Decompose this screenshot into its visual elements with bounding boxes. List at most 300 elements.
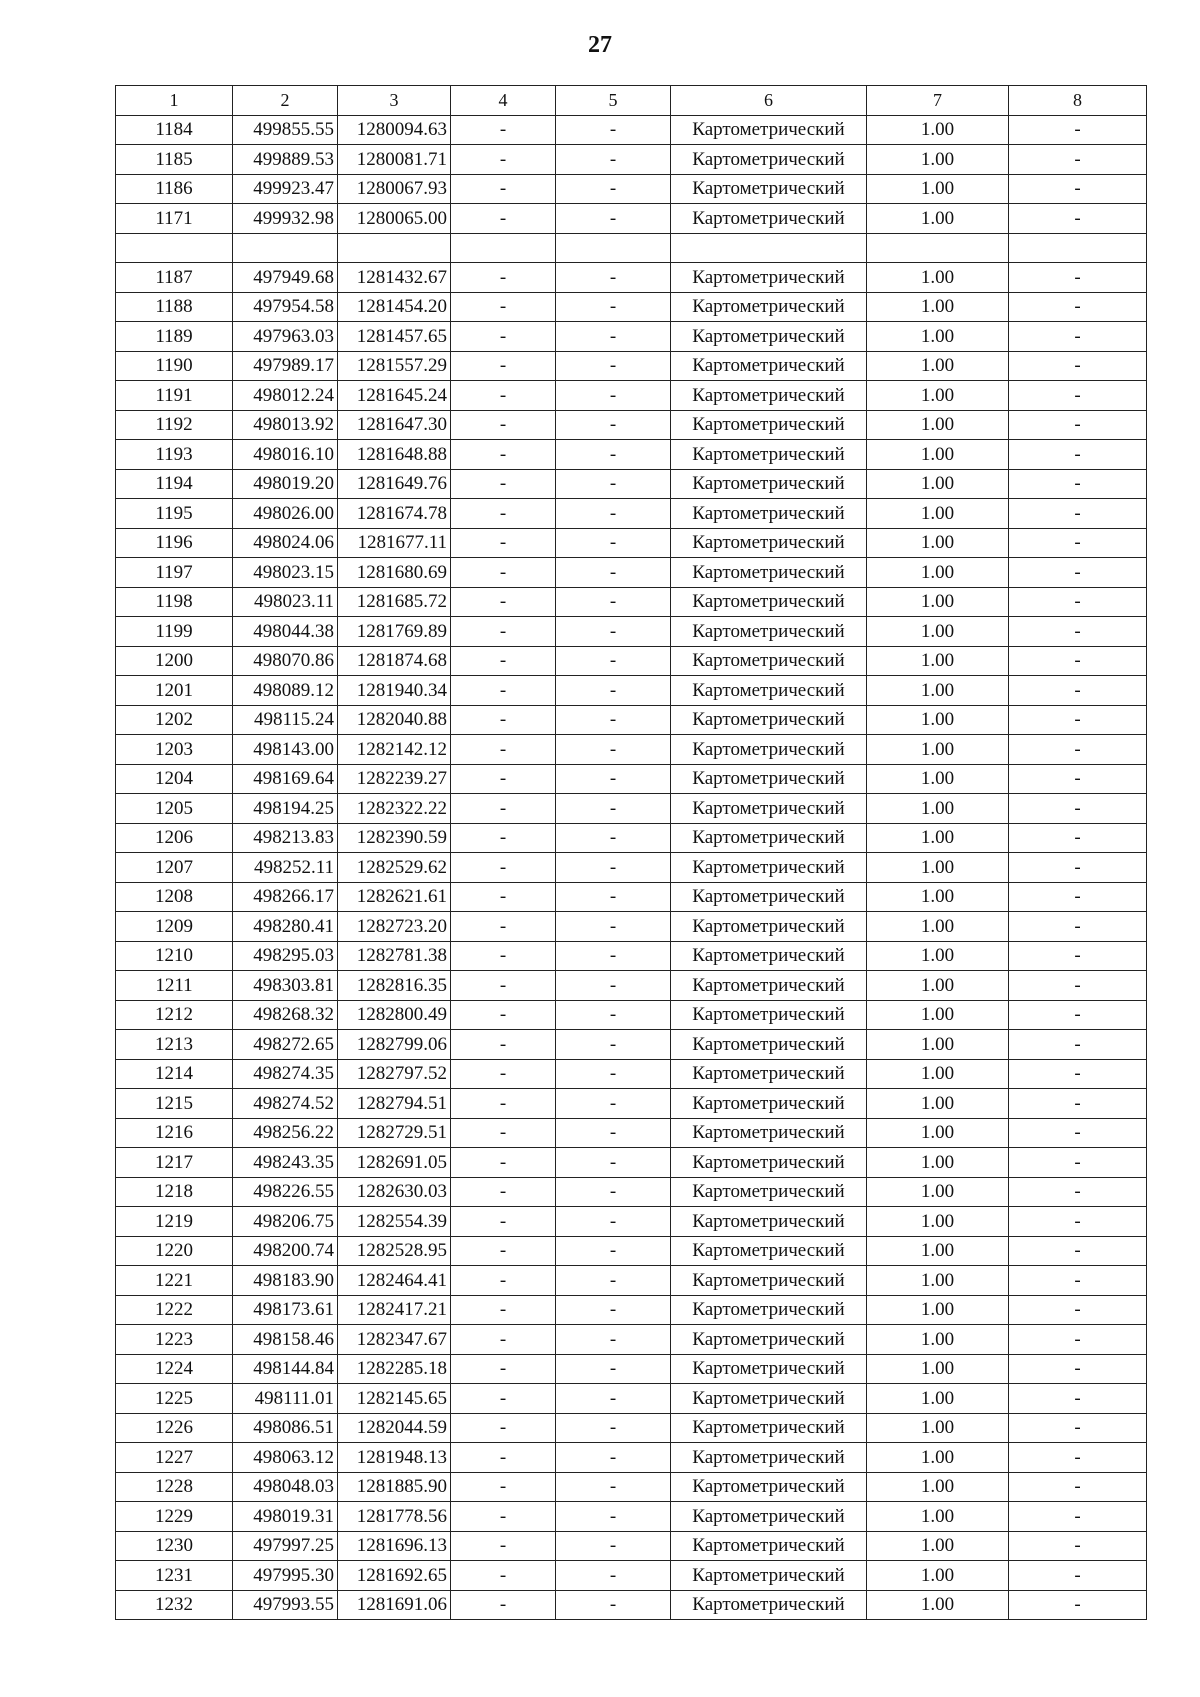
cell-method: Картометрический bbox=[671, 617, 867, 647]
cell-method: Картометрический bbox=[671, 587, 867, 617]
cell-col-5: - bbox=[556, 1059, 671, 1089]
cell-method: Картометрический bbox=[671, 705, 867, 735]
table-header-row bbox=[116, 86, 1147, 116]
cell-coordinate-x: 497989.17 bbox=[233, 351, 338, 381]
cell-point-number: 1171 bbox=[116, 204, 233, 234]
cell-coordinate-x: 498016.10 bbox=[233, 440, 338, 470]
cell-coordinate-y: 1282794.51 bbox=[338, 1089, 451, 1119]
cell-col-4: - bbox=[451, 1118, 556, 1148]
cell-coordinate-x: 498019.20 bbox=[233, 469, 338, 499]
cell-coordinate-y: 1282800.49 bbox=[338, 1000, 451, 1030]
cell-col-4: - bbox=[451, 558, 556, 588]
table-row bbox=[116, 322, 1147, 352]
cell-coordinate-y: 1282464.41 bbox=[338, 1266, 451, 1296]
cell-col-4: - bbox=[451, 1472, 556, 1502]
column-header: 1 bbox=[116, 86, 233, 116]
cell-accuracy: 1.00 bbox=[867, 499, 1009, 529]
table-row bbox=[116, 1059, 1147, 1089]
cell-col-5: - bbox=[556, 705, 671, 735]
cell-coordinate-y: 1282390.59 bbox=[338, 823, 451, 853]
cell-coordinate-y: 1281557.29 bbox=[338, 351, 451, 381]
cell-col-8: - bbox=[1009, 1354, 1147, 1384]
cell-point-number: 1191 bbox=[116, 381, 233, 411]
cell-col-8: - bbox=[1009, 735, 1147, 765]
cell-col-4: - bbox=[451, 322, 556, 352]
cell-method: Картометрический bbox=[671, 646, 867, 676]
cell-col-4: - bbox=[451, 499, 556, 529]
table-row bbox=[116, 233, 1147, 263]
cell-method: Картометрический bbox=[671, 1590, 867, 1620]
table-row bbox=[116, 174, 1147, 204]
cell-col-8: - bbox=[1009, 499, 1147, 529]
cell-coordinate-x: 498169.64 bbox=[233, 764, 338, 794]
column-header: 7 bbox=[867, 86, 1009, 116]
cell-col-5: - bbox=[556, 1236, 671, 1266]
cell-point-number: 1190 bbox=[116, 351, 233, 381]
cell-coordinate-x: 498256.22 bbox=[233, 1118, 338, 1148]
cell-coordinate-x: 499932.98 bbox=[233, 204, 338, 234]
cell-col-8: - bbox=[1009, 1443, 1147, 1473]
cell-coordinate-y: 1282816.35 bbox=[338, 971, 451, 1001]
cell-col-8: - bbox=[1009, 263, 1147, 293]
cell-col-5: - bbox=[556, 1030, 671, 1060]
cell-col-5: - bbox=[556, 1325, 671, 1355]
cell-col-5: - bbox=[556, 263, 671, 293]
cell-coordinate-y: 1281778.56 bbox=[338, 1502, 451, 1532]
cell-method: Картометрический bbox=[671, 1325, 867, 1355]
cell-method: Картометрический bbox=[671, 1443, 867, 1473]
cell-coordinate-x: 498274.52 bbox=[233, 1089, 338, 1119]
table-row bbox=[116, 1295, 1147, 1325]
table-row bbox=[116, 1413, 1147, 1443]
cell-col-5: - bbox=[556, 764, 671, 794]
cell-coordinate-x: 498274.35 bbox=[233, 1059, 338, 1089]
cell-coordinate-y: 1281647.30 bbox=[338, 410, 451, 440]
cell-accuracy: 1.00 bbox=[867, 764, 1009, 794]
cell-col-4: - bbox=[451, 735, 556, 765]
cell-col-4: - bbox=[451, 971, 556, 1001]
cell-coordinate-x: 498143.00 bbox=[233, 735, 338, 765]
cell-col-4: - bbox=[451, 1236, 556, 1266]
cell-coordinate-y: 1282799.06 bbox=[338, 1030, 451, 1060]
cell-col-4: - bbox=[451, 410, 556, 440]
cell-accuracy: 1.00 bbox=[867, 1148, 1009, 1178]
cell-point-number: 1186 bbox=[116, 174, 233, 204]
cell-col-4: - bbox=[451, 912, 556, 942]
cell-col-4: - bbox=[451, 1177, 556, 1207]
cell-point-number: 1224 bbox=[116, 1354, 233, 1384]
cell-col-8: - bbox=[1009, 794, 1147, 824]
cell-coordinate-x: 498115.24 bbox=[233, 705, 338, 735]
cell-coordinate-x: 498266.17 bbox=[233, 882, 338, 912]
cell-point-number: 1209 bbox=[116, 912, 233, 942]
cell-coordinate-x: 497993.55 bbox=[233, 1590, 338, 1620]
cell-accuracy: 1.00 bbox=[867, 115, 1009, 145]
cell-coordinate-y: 1281680.69 bbox=[338, 558, 451, 588]
cell-col-8: - bbox=[1009, 764, 1147, 794]
cell-coordinate-y: 1282797.52 bbox=[338, 1059, 451, 1089]
cell-point-number: 1196 bbox=[116, 528, 233, 558]
cell-col-4: - bbox=[451, 1443, 556, 1473]
cell-coordinate-y: 1281692.65 bbox=[338, 1561, 451, 1591]
cell-col-8: - bbox=[1009, 115, 1147, 145]
table-row bbox=[116, 1561, 1147, 1591]
cell-col-8: - bbox=[1009, 292, 1147, 322]
cell-point-number: 1192 bbox=[116, 410, 233, 440]
table-row bbox=[116, 1325, 1147, 1355]
cell-method: Картометрический bbox=[671, 1000, 867, 1030]
cell-point-number: 1197 bbox=[116, 558, 233, 588]
cell-coordinate-y: 1282529.62 bbox=[338, 853, 451, 883]
cell-col-5: - bbox=[556, 646, 671, 676]
cell-point-number: 1222 bbox=[116, 1295, 233, 1325]
cell-coordinate-x: 498280.41 bbox=[233, 912, 338, 942]
cell-point-number: 1206 bbox=[116, 823, 233, 853]
cell-coordinate-x: 498013.92 bbox=[233, 410, 338, 440]
cell-col-8: - bbox=[1009, 469, 1147, 499]
cell-col-8: - bbox=[1009, 1325, 1147, 1355]
cell-col-5: - bbox=[556, 1413, 671, 1443]
cell-col-8: - bbox=[1009, 1531, 1147, 1561]
cell-col-4: - bbox=[451, 1354, 556, 1384]
table-row bbox=[116, 1148, 1147, 1178]
cell-point-number: 1230 bbox=[116, 1531, 233, 1561]
cell-method: Картометрический bbox=[671, 1561, 867, 1591]
cell-col-4: - bbox=[451, 145, 556, 175]
cell-col-5: - bbox=[556, 587, 671, 617]
cell-coordinate-y: 1282322.22 bbox=[338, 794, 451, 824]
cell-method: Картометрический bbox=[671, 971, 867, 1001]
cell-coordinate-y: 1282691.05 bbox=[338, 1148, 451, 1178]
table-row bbox=[116, 1590, 1147, 1620]
cell-method bbox=[671, 233, 867, 263]
cell-coordinate-y: 1282729.51 bbox=[338, 1118, 451, 1148]
cell-col-4: - bbox=[451, 764, 556, 794]
cell-coordinate-x: 498048.03 bbox=[233, 1472, 338, 1502]
cell-col-5: - bbox=[556, 912, 671, 942]
cell-col-5: - bbox=[556, 292, 671, 322]
cell-method: Картометрический bbox=[671, 882, 867, 912]
cell-col-5: - bbox=[556, 823, 671, 853]
cell-col-8: - bbox=[1009, 1413, 1147, 1443]
cell-point-number: 1203 bbox=[116, 735, 233, 765]
cell-coordinate-y: 1282621.61 bbox=[338, 882, 451, 912]
cell-col-8: - bbox=[1009, 1266, 1147, 1296]
cell-accuracy: 1.00 bbox=[867, 1118, 1009, 1148]
cell-col-8: - bbox=[1009, 912, 1147, 942]
cell-coordinate-y: 1282239.27 bbox=[338, 764, 451, 794]
table-row bbox=[116, 1266, 1147, 1296]
cell-point-number: 1193 bbox=[116, 440, 233, 470]
cell-col-4: - bbox=[451, 1059, 556, 1089]
cell-col-5: - bbox=[556, 1561, 671, 1591]
cell-point-number: 1229 bbox=[116, 1502, 233, 1532]
cell-col-4: - bbox=[451, 1531, 556, 1561]
cell-col-8: - bbox=[1009, 1236, 1147, 1266]
cell-accuracy: 1.00 bbox=[867, 646, 1009, 676]
cell-method: Картометрический bbox=[671, 1118, 867, 1148]
cell-coordinate-y: 1280067.93 bbox=[338, 174, 451, 204]
cell-method: Картометрический bbox=[671, 941, 867, 971]
table-body bbox=[116, 86, 1147, 1620]
cell-col-5: - bbox=[556, 322, 671, 352]
cell-col-8: - bbox=[1009, 1561, 1147, 1591]
cell-col-5: - bbox=[556, 1354, 671, 1384]
cell-col-5: - bbox=[556, 528, 671, 558]
cell-col-8: - bbox=[1009, 587, 1147, 617]
cell-method: Картометрический bbox=[671, 1148, 867, 1178]
cell-accuracy: 1.00 bbox=[867, 381, 1009, 411]
cell-accuracy: 1.00 bbox=[867, 617, 1009, 647]
cell-col-4: - bbox=[451, 351, 556, 381]
cell-coordinate-y: 1282528.95 bbox=[338, 1236, 451, 1266]
cell-col-4: - bbox=[451, 617, 556, 647]
cell-coordinate-x: 498213.83 bbox=[233, 823, 338, 853]
cell-method: Картометрический bbox=[671, 322, 867, 352]
table-row bbox=[116, 292, 1147, 322]
cell-point-number: 1202 bbox=[116, 705, 233, 735]
cell-col-8: - bbox=[1009, 1059, 1147, 1089]
cell-point-number: 1220 bbox=[116, 1236, 233, 1266]
cell-col-8: - bbox=[1009, 971, 1147, 1001]
cell-method: Картометрический bbox=[671, 1354, 867, 1384]
cell-col-8: - bbox=[1009, 1000, 1147, 1030]
cell-accuracy: 1.00 bbox=[867, 912, 1009, 942]
table-row bbox=[116, 1030, 1147, 1060]
cell-accuracy: 1.00 bbox=[867, 1177, 1009, 1207]
cell-method: Картометрический bbox=[671, 1207, 867, 1237]
cell-col-4: - bbox=[451, 469, 556, 499]
table-row bbox=[116, 676, 1147, 706]
cell-coordinate-x: 498070.86 bbox=[233, 646, 338, 676]
cell-method: Картометрический bbox=[671, 204, 867, 234]
cell-coordinate-x: 498026.00 bbox=[233, 499, 338, 529]
column-header: 2 bbox=[233, 86, 338, 116]
cell-col-5: - bbox=[556, 410, 671, 440]
cell-accuracy: 1.00 bbox=[867, 1089, 1009, 1119]
cell-point-number: 1217 bbox=[116, 1148, 233, 1178]
cell-col-5: - bbox=[556, 1502, 671, 1532]
cell-coordinate-y: 1282145.65 bbox=[338, 1384, 451, 1414]
cell-coordinate-y: 1280065.00 bbox=[338, 204, 451, 234]
cell-method: Картометрический bbox=[671, 174, 867, 204]
cell-point-number: 1211 bbox=[116, 971, 233, 1001]
cell-coordinate-y: 1281457.65 bbox=[338, 322, 451, 352]
cell-col-8: - bbox=[1009, 941, 1147, 971]
table-row bbox=[116, 1384, 1147, 1414]
cell-method: Картометрический bbox=[671, 499, 867, 529]
cell-point-number: 1194 bbox=[116, 469, 233, 499]
cell-col-5: - bbox=[556, 115, 671, 145]
cell-method: Картометрический bbox=[671, 794, 867, 824]
cell-col-8: - bbox=[1009, 174, 1147, 204]
cell-col-4: - bbox=[451, 440, 556, 470]
column-header: 5 bbox=[556, 86, 671, 116]
cell-col-8: - bbox=[1009, 322, 1147, 352]
cell-accuracy: 1.00 bbox=[867, 676, 1009, 706]
cell-coordinate-x: 498044.38 bbox=[233, 617, 338, 647]
cell-accuracy: 1.00 bbox=[867, 1000, 1009, 1030]
cell-col-8: - bbox=[1009, 882, 1147, 912]
cell-method: Картометрический bbox=[671, 440, 867, 470]
cell-col-4: - bbox=[451, 263, 556, 293]
cell-method: Картометрический bbox=[671, 263, 867, 293]
cell-col-8: - bbox=[1009, 1502, 1147, 1532]
cell-point-number: 1207 bbox=[116, 853, 233, 883]
cell-coordinate-x: 498023.15 bbox=[233, 558, 338, 588]
cell-col-8: - bbox=[1009, 440, 1147, 470]
cell-col-5: - bbox=[556, 1177, 671, 1207]
cell-coordinate-y: 1281677.11 bbox=[338, 528, 451, 558]
cell-method: Картометрический bbox=[671, 145, 867, 175]
cell-col-4: - bbox=[451, 676, 556, 706]
cell-coordinate-y bbox=[338, 233, 451, 263]
cell-point-number: 1225 bbox=[116, 1384, 233, 1414]
cell-col-8: - bbox=[1009, 558, 1147, 588]
table-row bbox=[116, 351, 1147, 381]
cell-method: Картометрический bbox=[671, 351, 867, 381]
cell-point-number: 1200 bbox=[116, 646, 233, 676]
cell-coordinate-x: 497995.30 bbox=[233, 1561, 338, 1591]
cell-coordinate-y: 1282554.39 bbox=[338, 1207, 451, 1237]
cell-col-8: - bbox=[1009, 351, 1147, 381]
cell-accuracy: 1.00 bbox=[867, 587, 1009, 617]
cell-col-5: - bbox=[556, 174, 671, 204]
cell-col-5: - bbox=[556, 469, 671, 499]
cell-coordinate-x: 498086.51 bbox=[233, 1413, 338, 1443]
cell-accuracy: 1.00 bbox=[867, 735, 1009, 765]
cell-point-number: 1187 bbox=[116, 263, 233, 293]
cell-point-number: 1198 bbox=[116, 587, 233, 617]
cell-coordinate-y: 1282630.03 bbox=[338, 1177, 451, 1207]
cell-coordinate-y: 1281649.76 bbox=[338, 469, 451, 499]
cell-col-4: - bbox=[451, 1089, 556, 1119]
cell-col-8: - bbox=[1009, 705, 1147, 735]
cell-accuracy: 1.00 bbox=[867, 1266, 1009, 1296]
cell-col-4: - bbox=[451, 174, 556, 204]
cell-point-number: 1204 bbox=[116, 764, 233, 794]
cell-coordinate-y: 1281432.67 bbox=[338, 263, 451, 293]
cell-accuracy: 1.00 bbox=[867, 440, 1009, 470]
cell-accuracy: 1.00 bbox=[867, 1502, 1009, 1532]
cell-point-number: 1218 bbox=[116, 1177, 233, 1207]
cell-method: Картометрический bbox=[671, 292, 867, 322]
cell-coordinate-x: 498144.84 bbox=[233, 1354, 338, 1384]
cell-accuracy: 1.00 bbox=[867, 1295, 1009, 1325]
cell-col-4: - bbox=[451, 1148, 556, 1178]
cell-method: Картометрический bbox=[671, 912, 867, 942]
cell-col-4: - bbox=[451, 853, 556, 883]
cell-point-number: 1188 bbox=[116, 292, 233, 322]
table-row bbox=[116, 853, 1147, 883]
cell-accuracy: 1.00 bbox=[867, 705, 1009, 735]
cell-accuracy: 1.00 bbox=[867, 1561, 1009, 1591]
cell-col-5: - bbox=[556, 941, 671, 971]
cell-point-number: 1216 bbox=[116, 1118, 233, 1148]
cell-coordinate-x: 498194.25 bbox=[233, 794, 338, 824]
cell-col-4: - bbox=[451, 823, 556, 853]
cell-col-5: - bbox=[556, 1000, 671, 1030]
cell-point-number bbox=[116, 233, 233, 263]
cell-col-5: - bbox=[556, 1384, 671, 1414]
cell-accuracy: 1.00 bbox=[867, 1207, 1009, 1237]
cell-point-number: 1195 bbox=[116, 499, 233, 529]
table-row bbox=[116, 705, 1147, 735]
cell-accuracy: 1.00 bbox=[867, 941, 1009, 971]
cell-coordinate-x: 497997.25 bbox=[233, 1531, 338, 1561]
cell-coordinate-x: 498183.90 bbox=[233, 1266, 338, 1296]
table-row bbox=[116, 587, 1147, 617]
cell-coordinate-y: 1282417.21 bbox=[338, 1295, 451, 1325]
table-row bbox=[116, 528, 1147, 558]
cell-col-4: - bbox=[451, 1207, 556, 1237]
cell-accuracy: 1.00 bbox=[867, 292, 1009, 322]
cell-method: Картометрический bbox=[671, 410, 867, 440]
cell-method: Картометрический bbox=[671, 1531, 867, 1561]
cell-col-5: - bbox=[556, 1443, 671, 1473]
cell-point-number: 1201 bbox=[116, 676, 233, 706]
cell-method: Картометрический bbox=[671, 735, 867, 765]
cell-coordinate-y: 1281885.90 bbox=[338, 1472, 451, 1502]
cell-accuracy: 1.00 bbox=[867, 528, 1009, 558]
cell-col-5: - bbox=[556, 145, 671, 175]
cell-col-5: - bbox=[556, 617, 671, 647]
cell-accuracy: 1.00 bbox=[867, 823, 1009, 853]
cell-accuracy: 1.00 bbox=[867, 1325, 1009, 1355]
cell-coordinate-y: 1281685.72 bbox=[338, 587, 451, 617]
cell-coordinate-x: 497963.03 bbox=[233, 322, 338, 352]
cell-coordinate-y: 1282347.67 bbox=[338, 1325, 451, 1355]
cell-col-8: - bbox=[1009, 1177, 1147, 1207]
cell-coordinate-x: 498024.06 bbox=[233, 528, 338, 558]
cell-method: Картометрический bbox=[671, 528, 867, 558]
cell-coordinate-x: 498200.74 bbox=[233, 1236, 338, 1266]
cell-point-number: 1228 bbox=[116, 1472, 233, 1502]
table-row bbox=[116, 1000, 1147, 1030]
table-row bbox=[116, 499, 1147, 529]
cell-col-8: - bbox=[1009, 1295, 1147, 1325]
cell-point-number: 1232 bbox=[116, 1590, 233, 1620]
table-row bbox=[116, 882, 1147, 912]
cell-accuracy: 1.00 bbox=[867, 1590, 1009, 1620]
cell-col-8: - bbox=[1009, 1590, 1147, 1620]
cell-point-number: 1226 bbox=[116, 1413, 233, 1443]
cell-point-number: 1213 bbox=[116, 1030, 233, 1060]
cell-col-8: - bbox=[1009, 145, 1147, 175]
cell-coordinate-x: 498019.31 bbox=[233, 1502, 338, 1532]
table-row bbox=[116, 410, 1147, 440]
cell-method: Картометрический bbox=[671, 1502, 867, 1532]
cell-point-number: 1205 bbox=[116, 794, 233, 824]
cell-col-4: - bbox=[451, 794, 556, 824]
table-row bbox=[116, 646, 1147, 676]
cell-accuracy: 1.00 bbox=[867, 410, 1009, 440]
cell-col-8: - bbox=[1009, 1118, 1147, 1148]
cell-coordinate-x: 498272.65 bbox=[233, 1030, 338, 1060]
cell-point-number: 1223 bbox=[116, 1325, 233, 1355]
cell-point-number: 1210 bbox=[116, 941, 233, 971]
cell-col-8 bbox=[1009, 233, 1147, 263]
cell-col-4: - bbox=[451, 381, 556, 411]
cell-coordinate-y: 1282285.18 bbox=[338, 1354, 451, 1384]
table-row bbox=[116, 1177, 1147, 1207]
cell-col-5: - bbox=[556, 1531, 671, 1561]
cell-coordinate-y: 1281454.20 bbox=[338, 292, 451, 322]
table-row bbox=[116, 1502, 1147, 1532]
cell-accuracy: 1.00 bbox=[867, 1443, 1009, 1473]
cell-col-8: - bbox=[1009, 1089, 1147, 1119]
table-row bbox=[116, 381, 1147, 411]
